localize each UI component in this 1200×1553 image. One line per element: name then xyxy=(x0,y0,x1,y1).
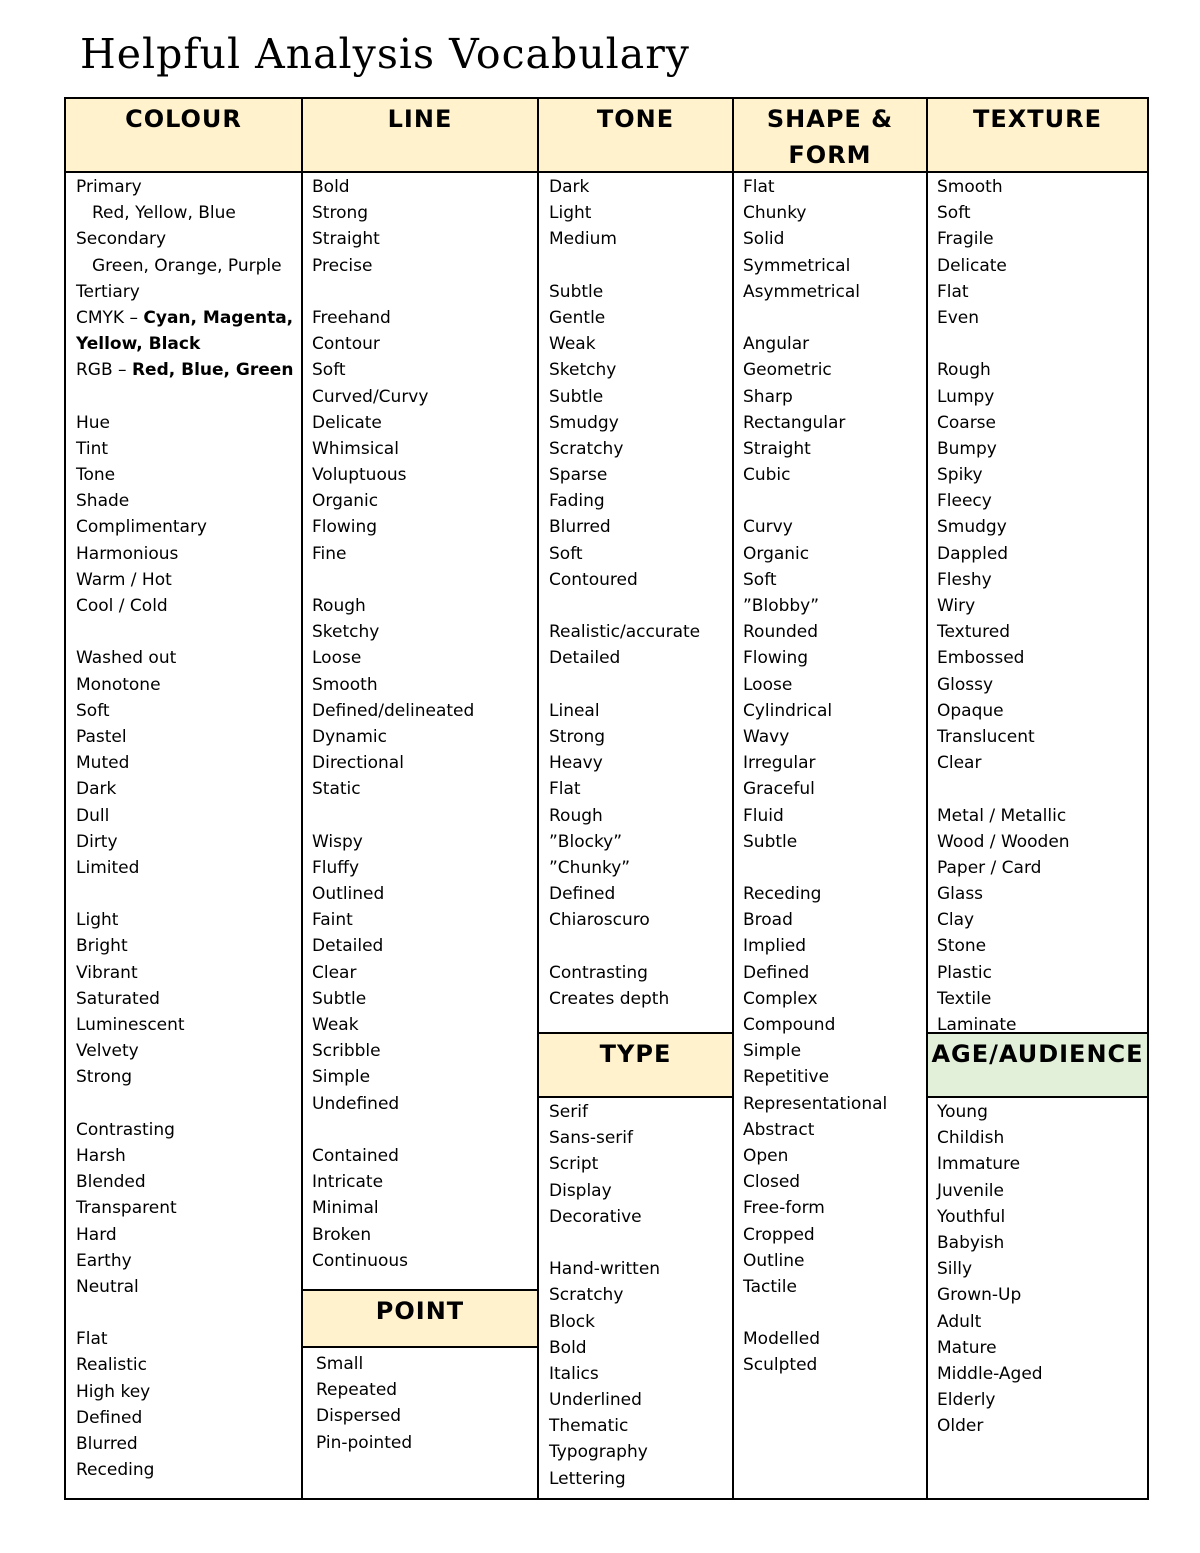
list-item: Block xyxy=(549,1311,595,1332)
list-item: Closed xyxy=(743,1172,801,1193)
list-item: Hard xyxy=(76,1224,117,1245)
list-item: Complimentary xyxy=(76,517,207,538)
list-item: Organic xyxy=(312,491,379,512)
list-item: Flat xyxy=(549,779,581,800)
list-item: Tint xyxy=(76,438,109,459)
list-item: Smooth xyxy=(312,674,378,695)
list-item: Contained xyxy=(312,1145,399,1166)
list-item: Middle-Aged xyxy=(937,1363,1043,1384)
list-item: Delicate xyxy=(937,255,1007,276)
cmyk-label: CMYK – xyxy=(76,307,144,328)
list-item: Delicate xyxy=(312,412,382,433)
list-item: Lettering xyxy=(549,1468,626,1489)
list-item: Precise xyxy=(312,255,373,276)
list-item: Flowing xyxy=(312,517,378,538)
list-item: Laminate xyxy=(937,1015,1017,1035)
list-item: Strong xyxy=(549,726,606,747)
list-item: Repeated xyxy=(316,1380,398,1401)
list-item: Monotone xyxy=(76,674,161,695)
list-item: Defined xyxy=(549,884,616,905)
list-item: Voluptuous xyxy=(312,465,407,486)
list-item: Subtle xyxy=(549,281,604,302)
list-item: Sketchy xyxy=(312,622,380,643)
list-item: Realistic xyxy=(76,1355,147,1376)
header-type: TYPE xyxy=(539,1034,732,1096)
header-texture: TEXTURE xyxy=(928,99,1147,171)
list-item: Contour xyxy=(312,334,380,355)
line-list xyxy=(312,174,474,1274)
list-item: Intricate xyxy=(312,1172,384,1193)
list-item: Neutral xyxy=(76,1276,139,1297)
list-item: Wiry xyxy=(937,596,976,616)
tone-list xyxy=(549,174,700,1012)
list-item: Fading xyxy=(549,491,605,512)
list-item: Embossed xyxy=(937,648,1025,669)
list-item xyxy=(76,357,293,383)
list-item: Harmonious xyxy=(76,543,179,564)
list-item: Textured xyxy=(937,622,1011,643)
list-item: Young xyxy=(937,1102,988,1122)
list-item xyxy=(76,305,293,331)
list-item: Cubic xyxy=(743,465,791,486)
list-item: Primary xyxy=(76,177,142,197)
list-item: Freehand xyxy=(312,307,391,328)
list-item: Broad xyxy=(743,910,793,931)
list-item: Modelled xyxy=(743,1329,821,1350)
list-item: Bold xyxy=(549,1337,587,1358)
list-item: Fleecy xyxy=(937,491,992,512)
list-item: Representational xyxy=(743,1093,888,1114)
list-item: Solid xyxy=(743,229,785,250)
list-item: Transparent xyxy=(76,1198,177,1219)
list-item: Tactile xyxy=(743,1276,797,1297)
list-item: Underlined xyxy=(549,1390,642,1411)
list-item: Implied xyxy=(743,936,807,957)
list-item: Serif xyxy=(549,1102,588,1122)
list-item: Textile xyxy=(937,988,992,1009)
list-item: Loose xyxy=(312,648,362,669)
list-item: Chiaroscuro xyxy=(549,910,650,931)
list-item: Rough xyxy=(549,805,603,826)
list-item: Plastic xyxy=(937,962,992,983)
list-item: Compound xyxy=(743,1015,836,1035)
list-item: Medium xyxy=(549,229,617,250)
list-item: Receding xyxy=(76,1460,155,1481)
list-item: Elderly xyxy=(937,1390,996,1411)
list-item: Script xyxy=(549,1154,599,1175)
list-item: Sketchy xyxy=(549,360,617,381)
list-item: Muted xyxy=(76,753,130,774)
list-item: Limited xyxy=(76,857,140,878)
list-item: High key xyxy=(76,1381,151,1402)
list-item: Sparse xyxy=(549,465,608,486)
list-item: Thematic xyxy=(549,1416,629,1437)
column-divider xyxy=(926,97,928,1500)
list-item: Scribble xyxy=(312,1041,381,1062)
list-item: Flat xyxy=(937,281,969,302)
list-item: Washed out xyxy=(76,648,177,669)
list-item: Clay xyxy=(937,910,975,931)
list-item: Detailed xyxy=(312,936,384,957)
list-item: Receding xyxy=(743,884,822,905)
list-item: Bright xyxy=(76,936,128,957)
list-item: Irregular xyxy=(743,753,816,774)
list-item: Sculpted xyxy=(743,1355,818,1376)
list-item: Earthy xyxy=(76,1250,132,1271)
list-item: Childish xyxy=(937,1128,1005,1149)
list-item: Clear xyxy=(937,753,982,774)
rgb-label: RGB – xyxy=(76,360,132,381)
list-item: Fleshy xyxy=(937,569,992,590)
age-rule-bottom xyxy=(926,1096,1149,1098)
age-audience-list xyxy=(937,1099,1043,1439)
list-item: Display xyxy=(549,1180,612,1201)
list-item: Simple xyxy=(312,1067,371,1088)
list-item: Smudgy xyxy=(937,517,1007,538)
list-item: Saturated xyxy=(76,988,160,1009)
list-item: Flat xyxy=(743,177,775,197)
list-item: Bold xyxy=(312,177,350,197)
list-item: Glass xyxy=(937,884,984,905)
list-item: Smudgy xyxy=(549,412,619,433)
list-item: Typography xyxy=(549,1442,648,1463)
list-item: Soft xyxy=(743,569,777,590)
list-item: Cropped xyxy=(743,1224,815,1245)
colour-list xyxy=(76,174,293,1483)
list-item: Curvy xyxy=(743,517,793,538)
header-rule xyxy=(64,171,1149,173)
list-item: Geometric xyxy=(743,360,832,381)
list-item: Tertiary xyxy=(76,281,140,302)
list-item: Grown-Up xyxy=(937,1285,1022,1306)
list-item: Heavy xyxy=(549,753,603,774)
list-item: Bumpy xyxy=(937,438,997,459)
list-item: Wispy xyxy=(312,831,363,852)
list-item: Continuous xyxy=(312,1250,409,1271)
list-item: Red, Yellow, Blue xyxy=(92,203,236,224)
list-item: Rectangular xyxy=(743,412,846,433)
list-item: Blurred xyxy=(549,517,611,538)
list-item: Metal / Metallic xyxy=(937,805,1067,826)
list-item: Dark xyxy=(76,779,117,800)
list-item: Harsh xyxy=(76,1145,126,1166)
list-item: Glossy xyxy=(937,674,994,695)
header-tone: TONE xyxy=(539,99,732,171)
list-item: Free-form xyxy=(743,1198,825,1219)
list-item: Contoured xyxy=(549,569,638,590)
list-item: Outline xyxy=(743,1250,805,1271)
list-item: Dull xyxy=(76,805,110,826)
list-item: Organic xyxy=(743,543,810,564)
list-item: Broken xyxy=(312,1224,372,1245)
list-item: ”Blobby” xyxy=(743,596,820,616)
list-item: Smooth xyxy=(937,177,1003,197)
list-item: Contrasting xyxy=(76,1119,175,1140)
cmyk-values: Cyan, Magenta, xyxy=(143,307,294,328)
list-item: Complex xyxy=(743,988,818,1009)
point-list xyxy=(316,1351,412,1456)
point-rule-bottom xyxy=(301,1346,539,1348)
list-item: Scratchy xyxy=(549,1285,624,1306)
cmyk-values-cont: Yellow, Black xyxy=(76,334,201,355)
list-item: Soft xyxy=(312,360,346,381)
list-item: Curved/Curvy xyxy=(312,386,429,407)
list-item: Chunky xyxy=(743,203,807,224)
list-item: Dynamic xyxy=(312,726,387,747)
list-item: Wood / Wooden xyxy=(937,831,1070,852)
list-item: Undefined xyxy=(312,1093,400,1114)
header-point: POINT xyxy=(303,1291,537,1346)
list-item: Decorative xyxy=(549,1206,642,1227)
type-rule-bottom xyxy=(537,1096,734,1098)
list-item: Tone xyxy=(76,465,116,486)
list-item: Soft xyxy=(937,203,971,224)
header-shape-form: SHAPE & FORM xyxy=(734,99,926,171)
list-item: Even xyxy=(937,307,980,328)
list-item: Fine xyxy=(312,543,347,564)
list-item: Repetitive xyxy=(743,1067,830,1088)
list-item: Babyish xyxy=(937,1232,1005,1253)
list-item: Detailed xyxy=(549,648,621,669)
list-item: Creates depth xyxy=(549,988,670,1009)
list-item: Fluffy xyxy=(312,857,360,878)
page-title: Helpful Analysis Vocabulary xyxy=(80,30,690,78)
list-item: ”Chunky” xyxy=(549,857,631,878)
list-item: Symmetrical xyxy=(743,255,851,276)
list-item: Rough xyxy=(312,596,366,616)
list-item: Straight xyxy=(743,438,811,459)
list-item: Luminescent xyxy=(76,1015,185,1035)
list-item: Secondary xyxy=(76,229,167,250)
list-item: Soft xyxy=(549,543,583,564)
list-item: Outlined xyxy=(312,884,385,905)
list-item: Vibrant xyxy=(76,962,138,983)
list-item: Asymmetrical xyxy=(743,281,860,302)
list-item: Cylindrical xyxy=(743,700,833,721)
list-item: Straight xyxy=(312,229,380,250)
list-item: Juvenile xyxy=(937,1180,1004,1201)
list-item: Coarse xyxy=(937,412,996,433)
list-item: Dark xyxy=(549,177,590,197)
list-item: Static xyxy=(312,779,361,800)
list-item: Strong xyxy=(312,203,369,224)
list-item: Abstract xyxy=(743,1119,815,1140)
list-item: Stone xyxy=(937,936,987,957)
list-item: Weak xyxy=(312,1015,359,1035)
list-item: Fluid xyxy=(743,805,784,826)
list-item: Small xyxy=(316,1354,364,1374)
list-item: Lineal xyxy=(549,700,600,721)
list-item: Spiky xyxy=(937,465,983,486)
header-line: LINE xyxy=(303,99,537,171)
list-item xyxy=(76,331,293,357)
list-item: Loose xyxy=(743,674,793,695)
list-item: Italics xyxy=(549,1363,599,1384)
list-item: Defined xyxy=(743,962,810,983)
list-item: Defined/delineated xyxy=(312,700,475,721)
list-item: Flowing xyxy=(743,648,809,669)
list-item: Graceful xyxy=(743,779,815,800)
column-divider xyxy=(732,97,734,1500)
list-item: Soft xyxy=(76,700,110,721)
list-item: Velvety xyxy=(76,1041,139,1062)
list-item: Shade xyxy=(76,491,130,512)
list-item: Pin-pointed xyxy=(316,1432,413,1453)
list-item: Subtle xyxy=(549,386,604,407)
list-item: Fragile xyxy=(937,229,994,250)
list-item: Opaque xyxy=(937,700,1004,721)
list-item: Defined xyxy=(76,1407,143,1428)
list-item: Paper / Card xyxy=(937,857,1042,878)
list-item: ”Blocky” xyxy=(549,831,623,852)
list-item: Silly xyxy=(937,1259,973,1280)
list-item: Light xyxy=(549,203,592,224)
list-item: Minimal xyxy=(312,1198,379,1219)
list-item: Adult xyxy=(937,1311,982,1332)
list-item: Subtle xyxy=(312,988,367,1009)
list-item: Flat xyxy=(76,1329,108,1350)
list-item: Rough xyxy=(937,360,991,381)
list-item: Realistic/accurate xyxy=(549,622,701,643)
list-item: Wavy xyxy=(743,726,790,747)
list-item: Dappled xyxy=(937,543,1009,564)
list-item: Faint xyxy=(312,910,353,931)
header-age-audience: AGE/AUDIENCE xyxy=(928,1034,1147,1096)
list-item: Green, Orange, Purple xyxy=(92,255,282,276)
list-item: Directional xyxy=(312,753,404,774)
list-item: Strong xyxy=(76,1067,133,1088)
list-item: Pastel xyxy=(76,726,127,747)
type-list xyxy=(549,1099,660,1492)
list-item: Cool / Cold xyxy=(76,596,168,616)
rgb-values: Red, Blue, Green xyxy=(131,360,294,381)
list-item: Lumpy xyxy=(937,386,995,407)
list-item: Warm / Hot xyxy=(76,569,172,590)
list-item: Subtle xyxy=(743,831,798,852)
list-item: Whimsical xyxy=(312,438,399,459)
list-item: Hue xyxy=(76,412,111,433)
list-item: Clear xyxy=(312,962,357,983)
header-colour: COLOUR xyxy=(66,99,301,171)
list-item: Blurred xyxy=(76,1434,138,1454)
list-item: Open xyxy=(743,1145,789,1166)
list-item: Contrasting xyxy=(549,962,648,983)
list-item: Angular xyxy=(743,334,810,355)
list-item: Dirty xyxy=(76,831,118,852)
list-item: Older xyxy=(937,1416,984,1437)
list-item: Weak xyxy=(549,334,596,355)
list-item: Sans-serif xyxy=(549,1128,633,1149)
list-item: Youthful xyxy=(937,1206,1006,1227)
shape-form-list xyxy=(743,174,887,1379)
list-item: Rounded xyxy=(743,622,819,643)
list-item: Simple xyxy=(743,1041,802,1062)
list-item: Mature xyxy=(937,1337,997,1358)
list-item: Dispersed xyxy=(316,1406,402,1427)
list-item: Scratchy xyxy=(549,438,624,459)
list-item: Light xyxy=(76,910,119,931)
list-item: Gentle xyxy=(549,307,606,328)
list-item: Translucent xyxy=(937,726,1035,747)
list-item: Blended xyxy=(76,1172,146,1193)
list-item: Hand-written xyxy=(549,1259,661,1280)
texture-list xyxy=(937,174,1070,1038)
list-item: Sharp xyxy=(743,386,793,407)
list-item: Immature xyxy=(937,1154,1021,1175)
